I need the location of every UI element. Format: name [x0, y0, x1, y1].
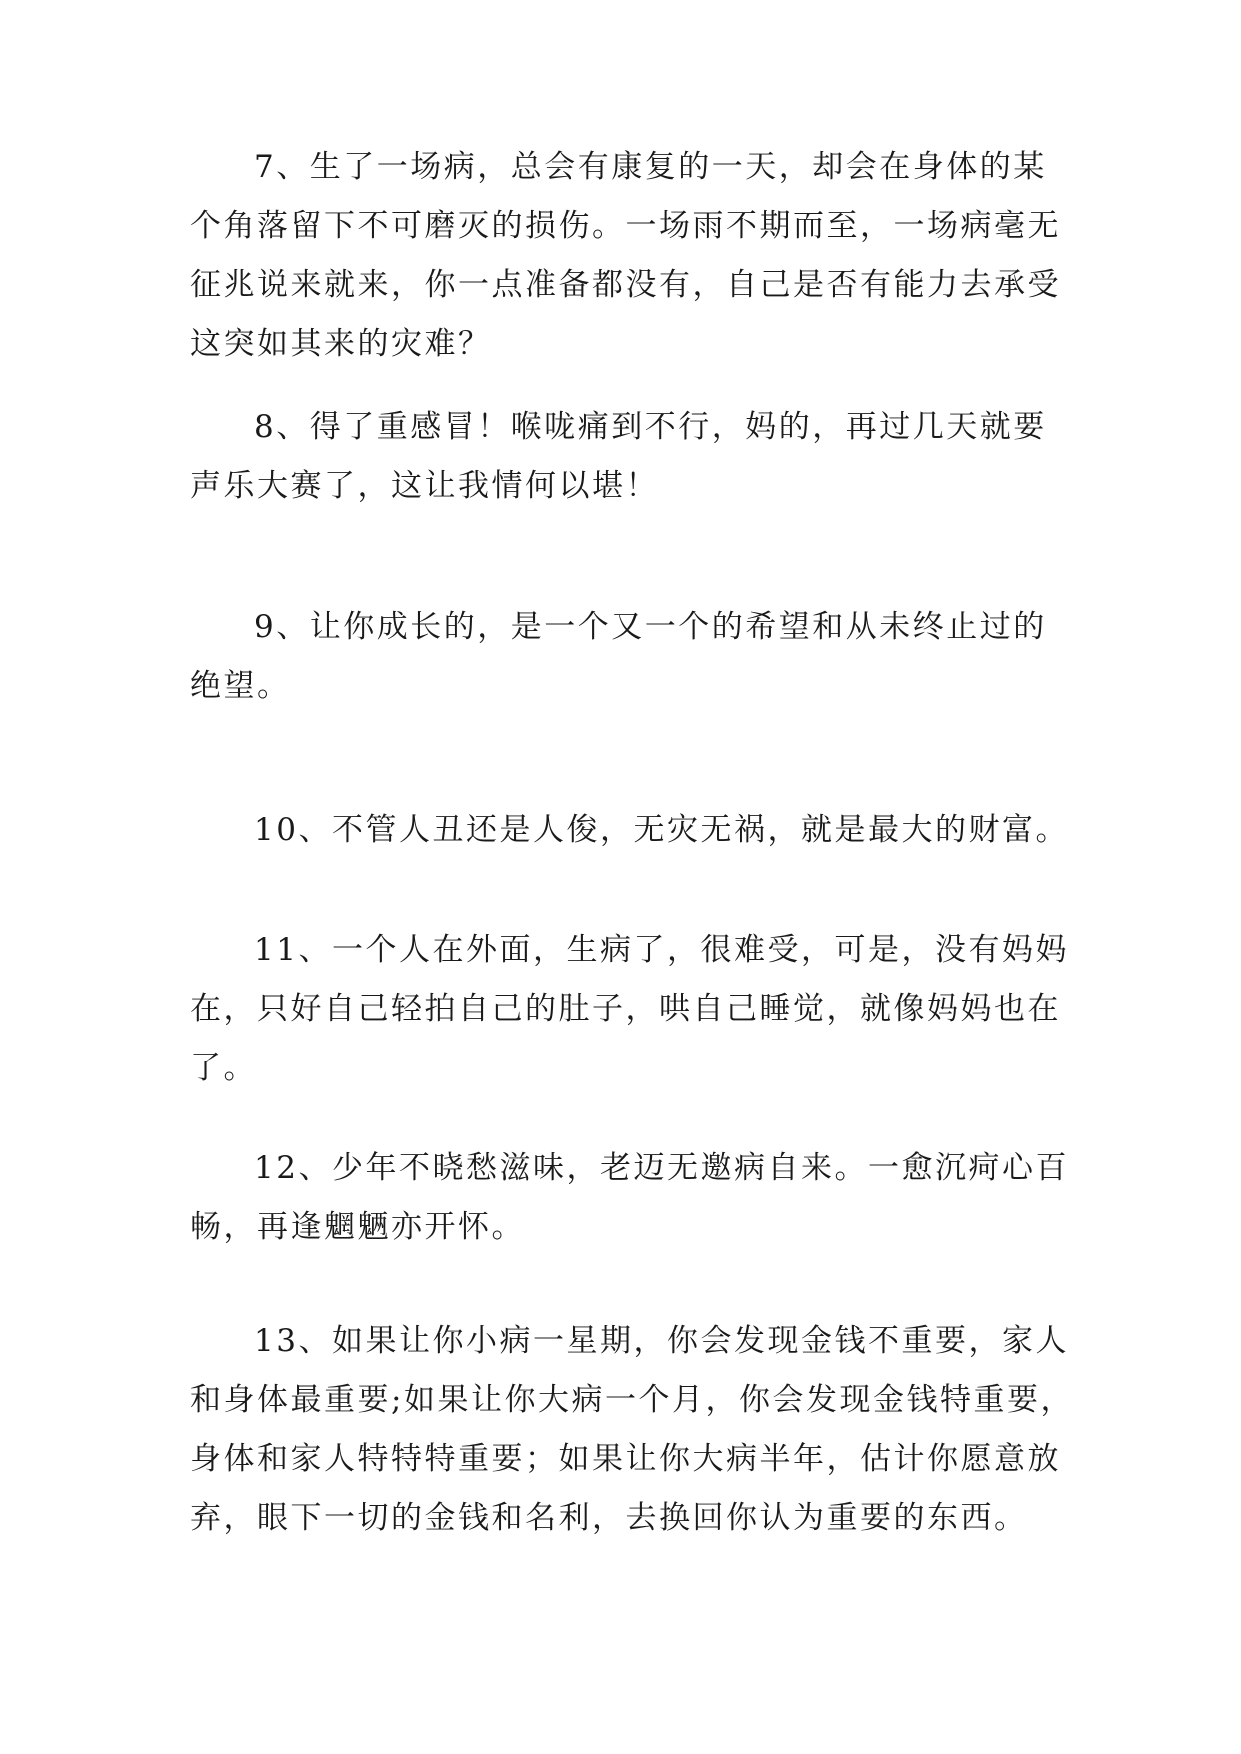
paragraph-7	[190, 138, 1070, 374]
paragraph-line: 8、得了重感冒！喉咙痛到不行，妈的，再过几天就要	[254, 409, 1047, 445]
paragraph-9	[190, 598, 1070, 716]
paragraph-line: 了。	[190, 1050, 257, 1086]
paragraph-line: 和身体最重要;如果让你大病一个月，你会发现金钱特重要，	[190, 1382, 1074, 1418]
paragraph-line: 个角落留下不可磨灭的损伤。一场雨不期而至，一场病毫无	[190, 208, 1061, 244]
paragraph-10	[190, 801, 1070, 860]
paragraph-line: 9、让你成长的，是一个又一个的希望和从未终止过的	[254, 609, 1047, 645]
paragraph-line: 13、如果让你小病一星期，你会发现金钱不重要，家人	[254, 1323, 1069, 1359]
paragraph-12	[190, 1139, 1070, 1257]
paragraph-8	[190, 398, 1070, 516]
paragraph-line: 12、少年不晓愁滋味，老迈无邀病自来。一愈沉疴心百	[254, 1150, 1069, 1186]
paragraph-line: 这突如其来的灾难？	[190, 326, 492, 362]
paragraph-line: 7、生了一场病，总会有康复的一天，却会在身体的某	[254, 149, 1047, 185]
paragraph-line: 弃，眼下一切的金钱和名利，去换回你认为重要的东西。	[190, 1500, 1028, 1536]
paragraph-line: 在，只好自己轻拍自己的肚子，哄自己睡觉，就像妈妈也在	[190, 991, 1061, 1027]
paragraph-line: 身体和家人特特特重要；如果让你大病半年，估计你愿意放	[190, 1441, 1061, 1477]
paragraph-line: 10、不管人丑还是人俊，无灾无祸，就是最大的财富。	[254, 812, 1069, 848]
paragraph-line: 征兆说来就来，你一点准备都没有，自己是否有能力去承受	[190, 267, 1061, 303]
paragraph-13	[190, 1312, 1074, 1548]
paragraph-line: 畅，再逢魍魉亦开怀。	[190, 1209, 525, 1245]
paragraph-11	[190, 921, 1070, 1098]
paragraph-line: 绝望。	[190, 668, 291, 704]
paragraph-line: 11、一个人在外面，生病了，很难受，可是，没有妈妈	[254, 932, 1069, 968]
paragraph-line: 声乐大赛了，这让我情何以堪！	[190, 468, 659, 504]
